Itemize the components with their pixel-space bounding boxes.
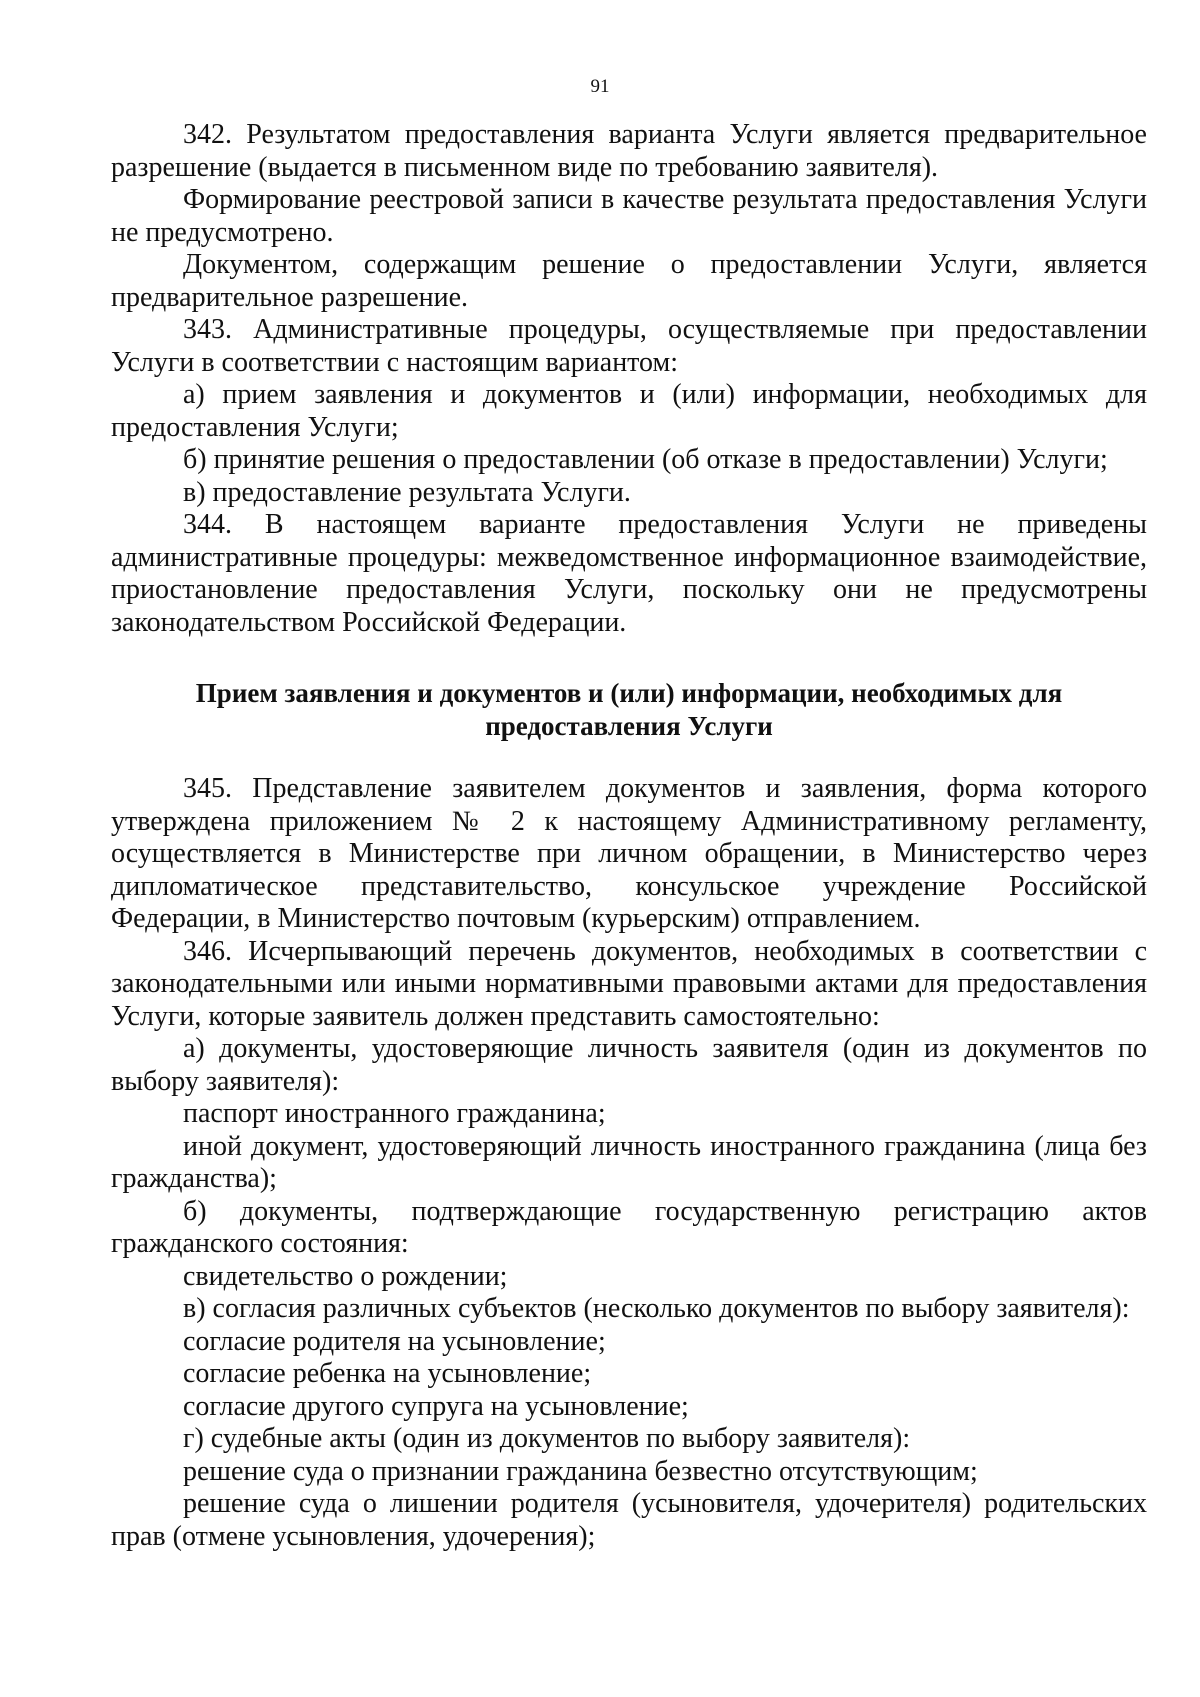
section-heading-line-1: Прием заявления и документов и (или) информации, необходимых для: [195, 678, 1063, 708]
page-number: 91: [590, 76, 610, 97]
paragraph-345: 345. Представление заявителем документов и заявления, форма которого утверждена приложением № 2 к настоящему Административному регламенту, осуществляется в Министерстве при личном обращении, в Министерство через дипломатическое представительство, консульское учреждение Российской Федерации, в Министерство почтовым (курьерским) отправлением.: [111, 773, 1147, 934]
list-item-parental-rights-ruling: решение суда о лишении родителя (усыновителя, удочерителя) родительских прав (отмене усыновления, удочерения);: [111, 1488, 1147, 1552]
paragraph-343: 343. Административные процедуры, осуществляемые при предоставлении Услуги в соответствии с настоящим вариантом:: [111, 314, 1147, 378]
paragraph-342: 342. Результатом предоставления варианта Услуги является предварительное разрешение (выдается в письменном виде по требованию заявителя).: [111, 119, 1147, 183]
section-heading: [111, 677, 1147, 743]
list-item-spouse-consent: согласие другого супруга на усыновление;: [183, 1390, 689, 1422]
list-item-346-a: а) документы, удостоверяющие личность заявителя (один из документов по выбору заявителя):: [111, 1033, 1147, 1097]
list-item-343-a: а) прием заявления и документов и (или) информации, необходимых для предоставления Услуги;: [111, 379, 1147, 443]
list-item-343-b: б) принятие решения о предоставлении (об отказе в предоставлении) Услуги;: [183, 444, 1108, 475]
list-item-missing-person-ruling: решение суда о признании гражданина безвестно отсутствующим;: [183, 1455, 978, 1487]
paragraph-346: 346. Исчерпывающий перечень документов, необходимых в соответствии с законодательными или иными нормативными правовыми актами для предоставления Услуги, которые заявитель должен представить самостоятельно:: [111, 935, 1147, 1032]
section-heading-line-2: предоставления Услуги: [485, 711, 773, 741]
list-item-346-b: б) документы, подтверждающие государственную регистрацию актов гражданского состояния:: [111, 1195, 1147, 1259]
list-item-346-g: г) судебные акты (один из документов по выбору заявителя):: [183, 1423, 911, 1454]
list-item-343-v: в) предоставление результата Услуги.: [183, 476, 631, 508]
list-item-birth-certificate: свидетельство о рождении;: [183, 1260, 508, 1292]
list-item-child-consent: согласие ребенка на усыновление;: [183, 1358, 592, 1389]
document-body: [111, 119, 1147, 1553]
paragraph-344: 344. В настоящем варианте предоставления Услуги не приведены административные процедуры: межведомственное информационное взаимодействие, приостановление предоставления Услуги, поскольку они не предусмотрены законодательством Российской Федерации.: [111, 509, 1147, 638]
paragraph-registry-record: Формирование реестровой записи в качестве результата предоставления Услуги не предусмотрено.: [111, 184, 1147, 248]
list-item-346-v: в) согласия различных субъектов (несколько документов по выбору заявителя):: [183, 1293, 1130, 1324]
list-item-foreign-passport: паспорт иностранного гражданина;: [183, 1098, 606, 1129]
list-item-parent-consent: согласие родителя на усыновление;: [183, 1325, 606, 1357]
paragraph-decision-document: Документом, содержащим решение о предоставлении Услуги, является предварительное разрешение.: [111, 249, 1147, 313]
list-item-other-id-document: иной документ, удостоверяющий личность иностранного гражданина (лица без гражданства);: [111, 1130, 1147, 1194]
